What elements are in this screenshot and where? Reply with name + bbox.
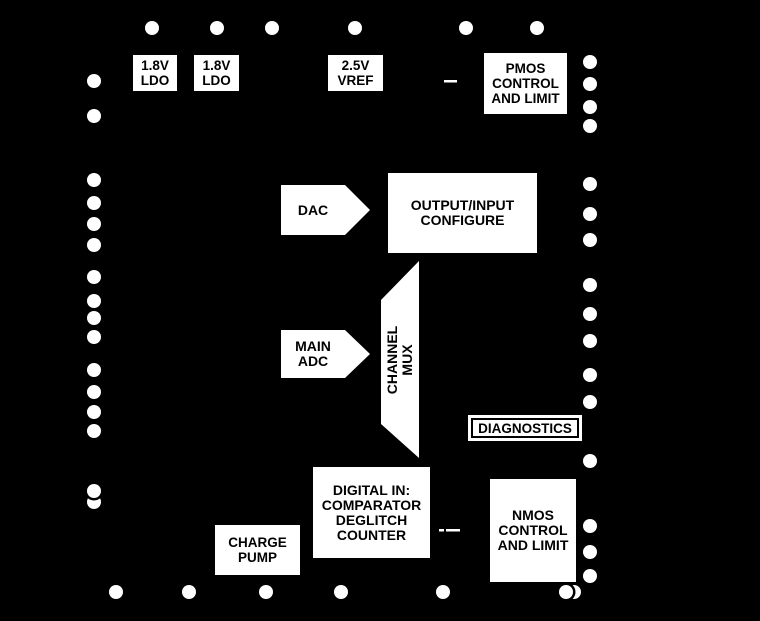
pin-dot [87,330,101,344]
block-label-line: VREF [337,73,374,88]
block-label-line: NMOS [512,507,554,523]
pin-dot [583,100,597,114]
block-label-line: OUTPUT/INPUT [410,197,515,213]
pin-dot [87,109,101,123]
block-label-line: CONFIGURE [420,212,505,228]
pin-dot [583,119,597,133]
pin-dot [583,77,597,91]
block-label-line: LDO [140,73,170,88]
pin-dot [459,21,473,35]
pin-dot [583,545,597,559]
block-label-line: 1.8V [141,58,169,73]
block-digital-in-comparator [313,467,430,558]
block-ldo1 [133,55,177,91]
pin-dot [87,196,101,210]
pin-dot [583,278,597,292]
block-label-line: AND LIMIT [491,91,560,106]
block-label-line: ADC [297,353,329,369]
pin-dot [583,334,597,348]
pin-dot [87,294,101,308]
pin-dot [87,385,101,399]
block-label-line: DIGITAL IN: [332,481,411,498]
pin-dot [87,270,101,284]
block-label-line: DEGLITCH [335,511,408,528]
pin-dot [87,173,101,187]
pin-dot [583,55,597,69]
pin-dot [87,424,101,438]
pin-dot [583,177,597,191]
block-label-line: CHANNEL [384,325,400,395]
block-label-line: DAC [297,201,329,218]
block-dac-label [281,185,345,235]
pin-dot [583,519,597,533]
pin-dot [87,238,101,252]
block-label-line: PMOS [505,61,546,76]
pin-dot [210,21,224,35]
pin-dot [145,21,159,35]
pin-dot [530,21,544,35]
pin-dot [583,569,597,583]
pin-dot [87,363,101,377]
pin-dot [583,307,597,321]
pmos-link-dash [444,80,457,83]
block-nmos-control [490,479,576,582]
block-label-line: MUX [399,344,415,376]
block-label-line: LDO [202,73,231,88]
pin-dot [109,585,123,599]
pin-dot [583,454,597,468]
block-charge-pump [215,525,300,575]
pin-dot [259,585,273,599]
block-output-input-configure [388,173,537,253]
block-label-line: MAIN [295,338,331,354]
pin-dot [583,207,597,221]
block-label-line: PUMP [237,550,277,565]
pin-dot [583,395,597,409]
pin-dot [182,585,196,599]
block-diagnostics [471,418,579,438]
pin-dot [87,405,101,419]
pin-dot [583,368,597,382]
pin-dot [87,484,101,498]
pin-dot [334,585,348,599]
pin-dot [559,585,573,599]
block-main-adc-label [281,330,345,378]
block-label-line: 2.5V [341,58,370,73]
pin-dot [583,233,597,247]
block-label-line: CONTROL [498,522,568,538]
block-ldo2 [194,55,239,91]
pin-dot [87,217,101,231]
pin-dot [265,21,279,35]
block-label-line: COMPARATOR [321,496,422,513]
pin-dot [87,74,101,88]
pin-dot [87,311,101,325]
block-channel-mux-label [384,315,416,405]
block-label-line: CHARGE [228,535,287,550]
block-label-line: COUNTER [336,526,407,543]
nmos-link-dash-1 [439,529,444,532]
block-label-line: CONTROL [492,76,559,91]
nmos-link-dash-2 [446,529,460,532]
pin-dot [436,585,450,599]
pin-dot [348,21,362,35]
block-label-line: DIAGNOSTICS [478,420,572,436]
block-label-line: AND LIMIT [497,537,569,553]
block-vref [328,55,383,91]
block-label-line: 1.8V [202,58,231,73]
block-pmos-control [484,53,567,114]
